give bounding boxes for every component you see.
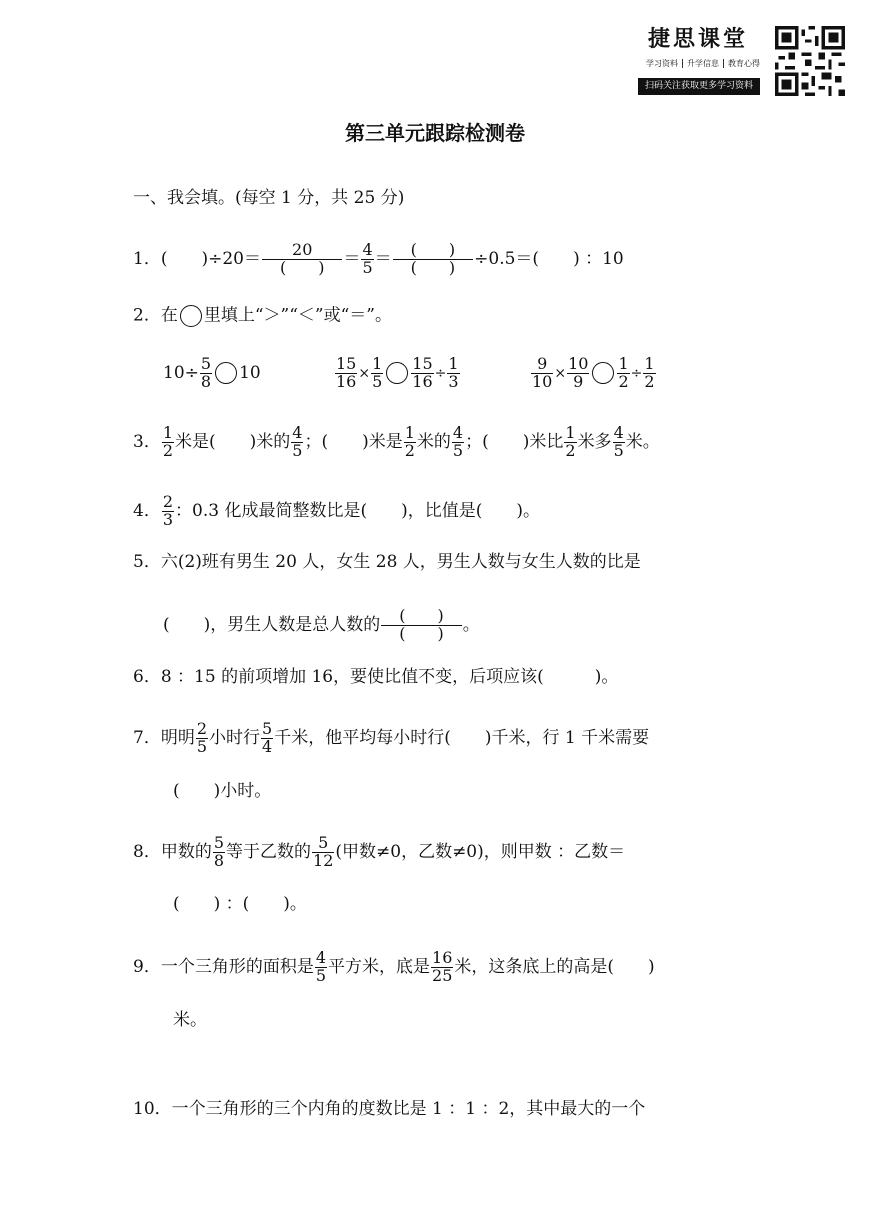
expr-text: 10÷ <box>163 362 199 383</box>
fraction <box>162 494 174 529</box>
compare-item-3 <box>530 356 657 391</box>
denominator: 5 <box>196 736 208 756</box>
question-5-cont <box>163 608 480 643</box>
denominator: 8 <box>200 371 212 391</box>
numerator: 1 <box>618 354 629 373</box>
question-number: 4． <box>133 500 161 521</box>
fraction <box>361 242 373 277</box>
compare-item-1 <box>163 356 261 391</box>
question-9-cont: 米。 <box>173 1010 207 1030</box>
numerator: 15 <box>412 354 433 373</box>
numerator: 20 <box>262 242 343 260</box>
fraction <box>617 356 629 391</box>
denominator: 8 <box>213 850 225 870</box>
fraction <box>335 356 357 391</box>
question-number: 9． <box>133 956 161 977</box>
q5-text: 。 <box>462 614 480 635</box>
denominator: 10 <box>532 371 553 391</box>
numerator: 15 <box>336 354 357 373</box>
q8-text: 甲数的 <box>160 841 212 862</box>
denominator: 5 <box>372 371 383 391</box>
fraction <box>371 356 383 391</box>
denominator: 3 <box>162 509 174 529</box>
blank-circle[interactable] <box>386 362 408 384</box>
numerator: 1 <box>448 354 459 373</box>
fraction <box>162 425 174 460</box>
fraction <box>431 950 453 985</box>
question-number: 1． <box>133 248 161 269</box>
fraction <box>196 721 208 756</box>
fraction <box>393 242 474 277</box>
q2-text-a: 在 <box>160 305 178 326</box>
denominator: ( ) <box>279 257 325 277</box>
numerator: ( ) <box>393 242 474 260</box>
expr-text: 10 <box>239 362 261 383</box>
numerator: 1 <box>565 423 576 442</box>
question-number: 5． <box>133 552 161 572</box>
q6-text: 8 ：15 的前项增加 16，要使比值不变，后项应该( )。 <box>160 667 619 687</box>
denominator: 2 <box>644 371 655 391</box>
numerator: 5 <box>312 835 334 853</box>
denominator: ( ) <box>399 623 444 643</box>
denominator: ( ) <box>410 257 456 277</box>
operator: × <box>358 365 371 382</box>
numerator: 16 <box>432 948 453 967</box>
fraction <box>291 425 303 460</box>
q3-text: 米的 <box>416 431 451 452</box>
numerator: 1 <box>644 354 655 373</box>
blank-circle[interactable] <box>592 362 614 384</box>
q3-text: 米多 <box>577 431 612 452</box>
q3-text: ；( )米比 <box>465 431 564 452</box>
numerator: 2 <box>162 492 174 511</box>
question-number: 7． <box>133 727 161 748</box>
logo-tag: 学习资料 <box>642 59 683 68</box>
numerator: 1 <box>404 423 415 442</box>
denominator: 9 <box>573 371 584 391</box>
fraction <box>213 835 225 870</box>
q7-text: 小时行 <box>209 727 261 748</box>
question-number: 6． <box>133 667 161 687</box>
denominator: 5 <box>613 440 624 460</box>
fraction <box>643 356 655 391</box>
blank-circle[interactable] <box>180 305 202 327</box>
denominator: 2 <box>618 371 629 391</box>
fraction <box>452 425 464 460</box>
fraction <box>613 425 625 460</box>
q7-text: 明明 <box>160 727 195 748</box>
question-number: 2． <box>133 305 161 326</box>
question-5 <box>133 552 641 572</box>
fraction <box>262 242 343 277</box>
logo-banner: 扫码关注获取更多学习资料 <box>638 78 760 95</box>
q10-text: 一个三角形的三个内角的度数比是 1 ：1 ：2，其中最大的一个 <box>171 1099 646 1119</box>
logo-title: 捷思课堂 <box>648 26 749 52</box>
q1-eq: ＝ <box>374 248 392 269</box>
question-9 <box>133 950 655 985</box>
denominator: 12 <box>313 850 334 870</box>
numerator: 5 <box>262 719 273 738</box>
q8-text: (甲数≠0，乙数≠0)，则甲数 ：乙数＝ <box>335 841 626 862</box>
fraction <box>531 356 553 391</box>
numerator: 4 <box>362 240 373 259</box>
operator: ÷ <box>630 365 643 382</box>
fraction <box>564 425 576 460</box>
numerator: 4 <box>292 423 303 442</box>
question-8-cont: ( ) ：( )。 <box>173 894 307 914</box>
fraction <box>447 356 459 391</box>
denominator: 2 <box>565 440 576 460</box>
denominator: 16 <box>412 371 433 391</box>
numerator: 4 <box>452 423 464 442</box>
numerator: 5 <box>200 354 212 373</box>
denominator: 5 <box>315 965 327 985</box>
denominator: 3 <box>448 371 459 391</box>
q8-text: 等于乙数的 <box>226 841 312 862</box>
q7-text: 千米，他平均每小时行( )千米，行 1 千米需要 <box>274 727 650 748</box>
denominator: 5 <box>452 440 464 460</box>
question-6 <box>133 667 618 687</box>
q3-text: 米。 <box>625 431 660 452</box>
logo-tag: 教育心得 <box>728 59 760 68</box>
compare-item-2 <box>334 356 461 391</box>
fraction <box>200 356 212 391</box>
fraction <box>315 950 327 985</box>
logo-tags <box>642 58 764 69</box>
numerator: 4 <box>315 948 327 967</box>
blank-circle[interactable] <box>215 362 237 384</box>
q2-text-b: 里填上“＞”“＜”或“＝”。 <box>203 305 392 326</box>
page-title: 第三单元跟踪检测卷 <box>345 121 525 145</box>
numerator: 2 <box>196 719 208 738</box>
q9-text: 一个三角形的面积是 <box>160 956 314 977</box>
fraction <box>411 356 433 391</box>
q9-text: 平方米，底是 <box>328 956 431 977</box>
q1-eq: ＝ <box>343 248 361 269</box>
question-7 <box>133 721 649 756</box>
denominator: 5 <box>292 440 303 460</box>
denominator: 25 <box>432 965 453 985</box>
fraction <box>312 835 334 870</box>
operator: × <box>554 365 567 382</box>
numerator: 1 <box>162 423 174 442</box>
question-number: 8． <box>133 841 161 862</box>
question-4 <box>133 494 540 529</box>
q3-text: ；( )米是 <box>304 431 403 452</box>
question-1 <box>133 242 624 277</box>
question-8 <box>133 835 625 870</box>
qr-code-icon[interactable] <box>775 26 845 96</box>
denominator: 5 <box>362 257 373 277</box>
q5-text: 六(2)班有男生 20 人，女生 28 人，男生人数与女生人数的比是 <box>160 552 641 572</box>
numerator: 10 <box>568 354 589 373</box>
fraction <box>261 721 273 756</box>
question-number: 3． <box>133 431 161 452</box>
question-10 <box>133 1099 645 1119</box>
q9-text: 米，这条底上的高是( ) <box>454 956 655 977</box>
question-3 <box>133 425 660 460</box>
question-7-cont: ( )小时。 <box>173 781 272 801</box>
operator: ÷ <box>434 365 447 382</box>
numerator: 4 <box>613 423 624 442</box>
logo-tag: 升学信息 <box>683 59 724 68</box>
numerator: 1 <box>372 354 383 373</box>
fraction <box>404 425 416 460</box>
denominator: 2 <box>162 440 174 460</box>
question-2 <box>133 305 392 327</box>
denominator: 2 <box>404 440 415 460</box>
question-number: 10． <box>133 1099 172 1119</box>
q5-text: ( )，男生人数是总人数的 <box>163 614 381 635</box>
denominator: 4 <box>262 736 273 756</box>
q3-text: 米是( )米的 <box>175 431 291 452</box>
numerator: ( ) <box>381 608 462 626</box>
fraction <box>567 356 589 391</box>
numerator: 9 <box>531 356 553 374</box>
numerator: 5 <box>213 833 225 852</box>
fraction <box>381 608 462 643</box>
denominator: 16 <box>336 371 357 391</box>
q1-text-b: ÷0.5＝( ) ：10 <box>474 248 624 269</box>
q1-text-a: ( )÷20＝ <box>160 248 261 269</box>
section-heading: 一、我会填。(每空 1 分，共 25 分) <box>133 188 405 208</box>
q4-text: ：0.3 化成最简整数比是( )，比值是( )。 <box>175 500 540 521</box>
